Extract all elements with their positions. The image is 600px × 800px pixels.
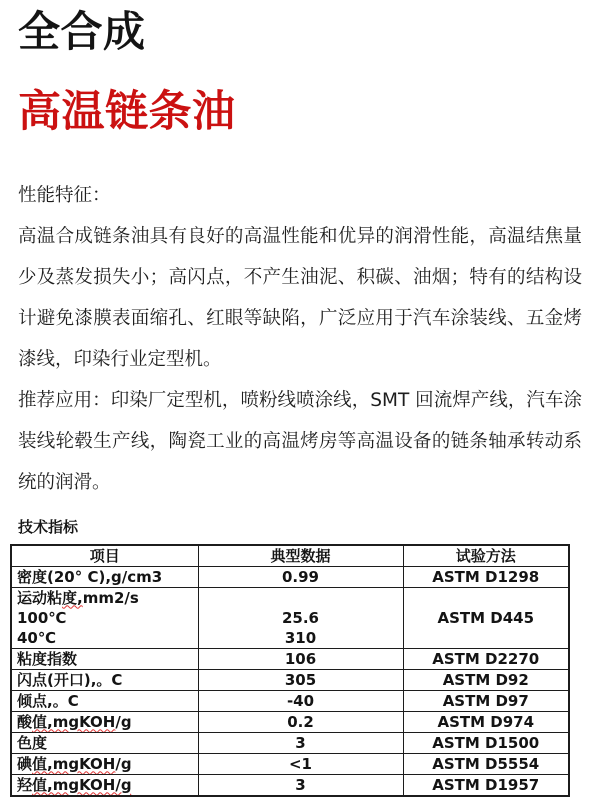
viscosity-100c-label: 100℃ xyxy=(17,608,67,627)
features-paragraph: 高温合成链条油具有良好的高温性能和优异的润滑性能，高温结焦量少及蒸发损失小；高闪点，不产生油泥、积碳、油烟；特有的结构设计避免漆膜表面缩孔、红眼等缺陷，广泛应用于汽车涂装线、五金烤漆线，印染行业定型机。 xyxy=(18,225,582,370)
spec-name-cell: 粘度指数 xyxy=(11,648,198,669)
spec-value-cell xyxy=(198,587,403,648)
table-row-pour-point xyxy=(11,690,569,711)
table-row-viscosity-index xyxy=(11,648,569,669)
table-row-flash-point xyxy=(11,669,569,690)
spec-value-cell: 0.2 xyxy=(198,711,403,732)
spec-table-caption: 技术指标 xyxy=(18,517,79,536)
spec-method-cell: ASTM D445 xyxy=(403,587,569,648)
table-row-hydroxyl-value xyxy=(11,774,569,796)
spec-method-cell: ASTM D92 xyxy=(403,669,569,690)
spec-value-cell: 106 xyxy=(198,648,403,669)
spec-name-cell: 闪点(开口),。C xyxy=(11,669,198,690)
spec-method-cell: ASTM D5554 xyxy=(403,753,569,774)
spec-value-cell: 3 xyxy=(198,774,403,796)
applications-paragraph: 推荐应用：印染厂定型机，喷粉线喷涂线，SMT 回流焊产线，汽车涂装线轮毂生产线，陶瓷工业的高温烤房等高温设备的链条轴承转动系统的润滑。 xyxy=(18,389,582,493)
spec-method-cell: ASTM D1957 xyxy=(403,774,569,796)
col-header-test-method: 试验方法 xyxy=(403,545,569,567)
spec-name-cell: 运动粘度,mm2/s 100℃ 40℃ xyxy=(11,587,198,648)
spec-method-cell: ASTM D2270 xyxy=(403,648,569,669)
spec-name-cell: 酸值,mgKOH/g xyxy=(11,711,198,732)
spec-name-cell: 密度(20° C),g/cm3 xyxy=(11,566,198,587)
product-name-title: 高温链条油 xyxy=(18,87,236,138)
spec-value-cell: 305 xyxy=(198,669,403,690)
spellcheck-underline: 值,mgKOH xyxy=(32,712,116,731)
product-category-title: 全合成 xyxy=(18,7,146,56)
spec-method-cell: ASTM D1500 xyxy=(403,732,569,753)
spec-method-cell: ASTM D97 xyxy=(403,690,569,711)
features-heading: 性能特征： xyxy=(18,184,111,206)
table-row-iodine-value xyxy=(11,753,569,774)
spec-value-cell: 0.99 xyxy=(198,566,403,587)
spec-name-cell: 色度 xyxy=(11,732,198,753)
table-row-viscosity xyxy=(11,587,569,648)
spellcheck-underline: 度, xyxy=(62,588,83,607)
spec-value-cell: -40 xyxy=(198,690,403,711)
col-header-item: 项目 xyxy=(11,545,198,567)
table-header-row xyxy=(11,545,569,567)
table-row-acid-value xyxy=(11,711,569,732)
table-row-color xyxy=(11,732,569,753)
spec-method-cell: ASTM D974 xyxy=(403,711,569,732)
viscosity-40c-value: 310 xyxy=(284,628,317,647)
spellcheck-underline: 值,mgKOH/g xyxy=(32,775,132,794)
spec-name-cell: 碘值,mgKOH/g xyxy=(11,753,198,774)
col-header-typical-data: 典型数据 xyxy=(198,545,403,567)
description-section xyxy=(18,175,582,503)
spec-method-cell: ASTM D1298 xyxy=(403,566,569,587)
spec-table xyxy=(10,544,570,797)
table-row-density xyxy=(11,566,569,587)
spellcheck-underline: 值,mgKOH xyxy=(32,754,116,773)
spec-value-cell: <1 xyxy=(198,753,403,774)
spec-name-cell: 羟值,mgKOH/g xyxy=(11,774,198,796)
spec-name-cell: 倾点,。C xyxy=(11,690,198,711)
spec-value-cell: 3 xyxy=(198,732,403,753)
viscosity-100c-value: 25.6 xyxy=(281,608,319,627)
viscosity-40c-label: 40℃ xyxy=(17,628,57,647)
